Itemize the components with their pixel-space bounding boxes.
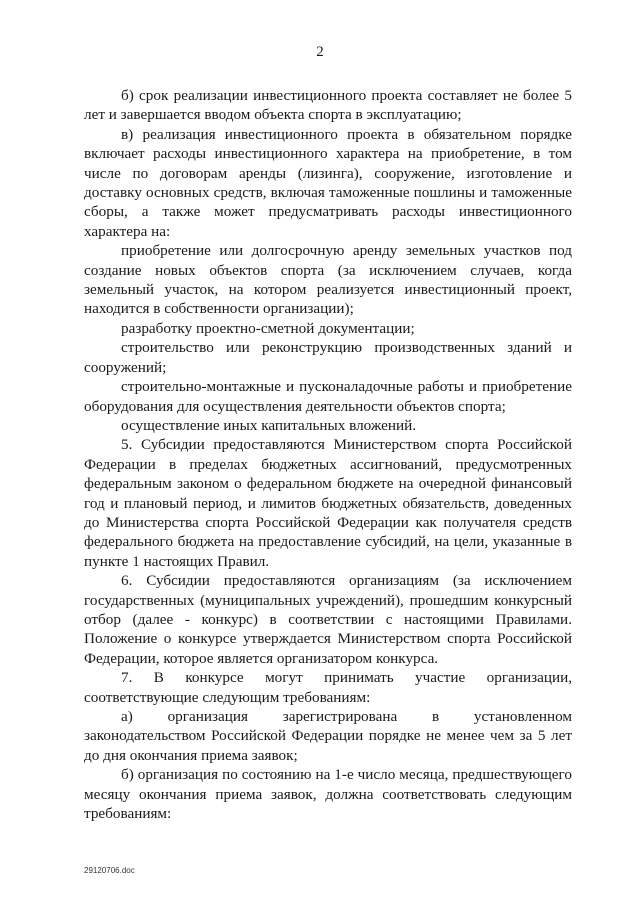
page-number: 2 xyxy=(316,44,324,60)
paragraph-construction: строительство или реконструкцию производственных зданий и сооружений; xyxy=(84,339,572,376)
paragraph-clause-7b: б) организация по состоянию на 1-е число месяца, предшествующего месяцу окончания приема заявок, должна соответствовать следующим требованиям: xyxy=(84,766,572,823)
paragraph-clause-5: 5. Субсидии предоставляются Министерством спорта Российской Федерации в пределах бюджетных ассигнований, предусмотренных федеральным законом о федеральном бюджете на очередной финансовый год и плановый период, и лимитов бюджетных обязательств, доведенных до Министерства спорта Российской Федерации как получателя средств федерального бюджета на предоставление субсидий, на цели, указанные в пункте 1 настоящих Правил. xyxy=(84,436,572,570)
paragraph-clause-7: 7. В конкурсе могут принимать участие организации, соответствующие следующим требованиям: xyxy=(84,669,572,706)
paragraph-clause-7a: а) организация зарегистрирована в установленном законодательством Российской Федерации порядке не менее чем за 5 лет до дня окончания приема заявок; xyxy=(84,708,572,764)
document-file-code: 29120706.doc xyxy=(84,866,135,875)
paragraph-clause-6: 6. Субсидии предоставляются организациям (за исключением государственных (муниципальных учреждений), прошедшим конкурсный отбор (далее - конкурс) в соответствии с настоящими Правилами. Положение о конкурсе утверждается Министерством спорта Российской Федерации, которое является организатором конкурса. xyxy=(84,572,572,667)
document-body xyxy=(84,86,572,823)
paragraph-installation-works: строительно-монтажные и пусконаладочные работы и приобретение оборудования для осуществления деятельности объектов спорта; xyxy=(84,378,572,415)
paragraph-design-documentation: разработку проектно-сметной документации; xyxy=(121,319,415,337)
paragraph-land-acquisition: приобретение или долгосрочную аренду земельных участков под создание новых объектов спорта (за исключением случаев, когда земельный участок, на котором реализуется инвестиционный проект, находится в собственности организации); xyxy=(84,242,572,318)
paragraph-item-b-term: б) срок реализации инвестиционного проекта составляет не более 5 лет и завершается вводом объекта спорта в эксплуатацию; xyxy=(84,87,572,124)
paragraph-item-v-expenses: в) реализация инвестиционного проекта в обязательном порядке включает расходы инвестиционного характера на приобретение, в том числе по договорам аренды (лизинга), сооружение, изготовление и доставку основных средств, включая таможенные пошлины и таможенные сборы, а также может предусматривать расходы инвестиционного характера на: xyxy=(84,125,572,240)
paragraph-other-investments: осуществление иных капитальных вложений. xyxy=(121,416,417,434)
